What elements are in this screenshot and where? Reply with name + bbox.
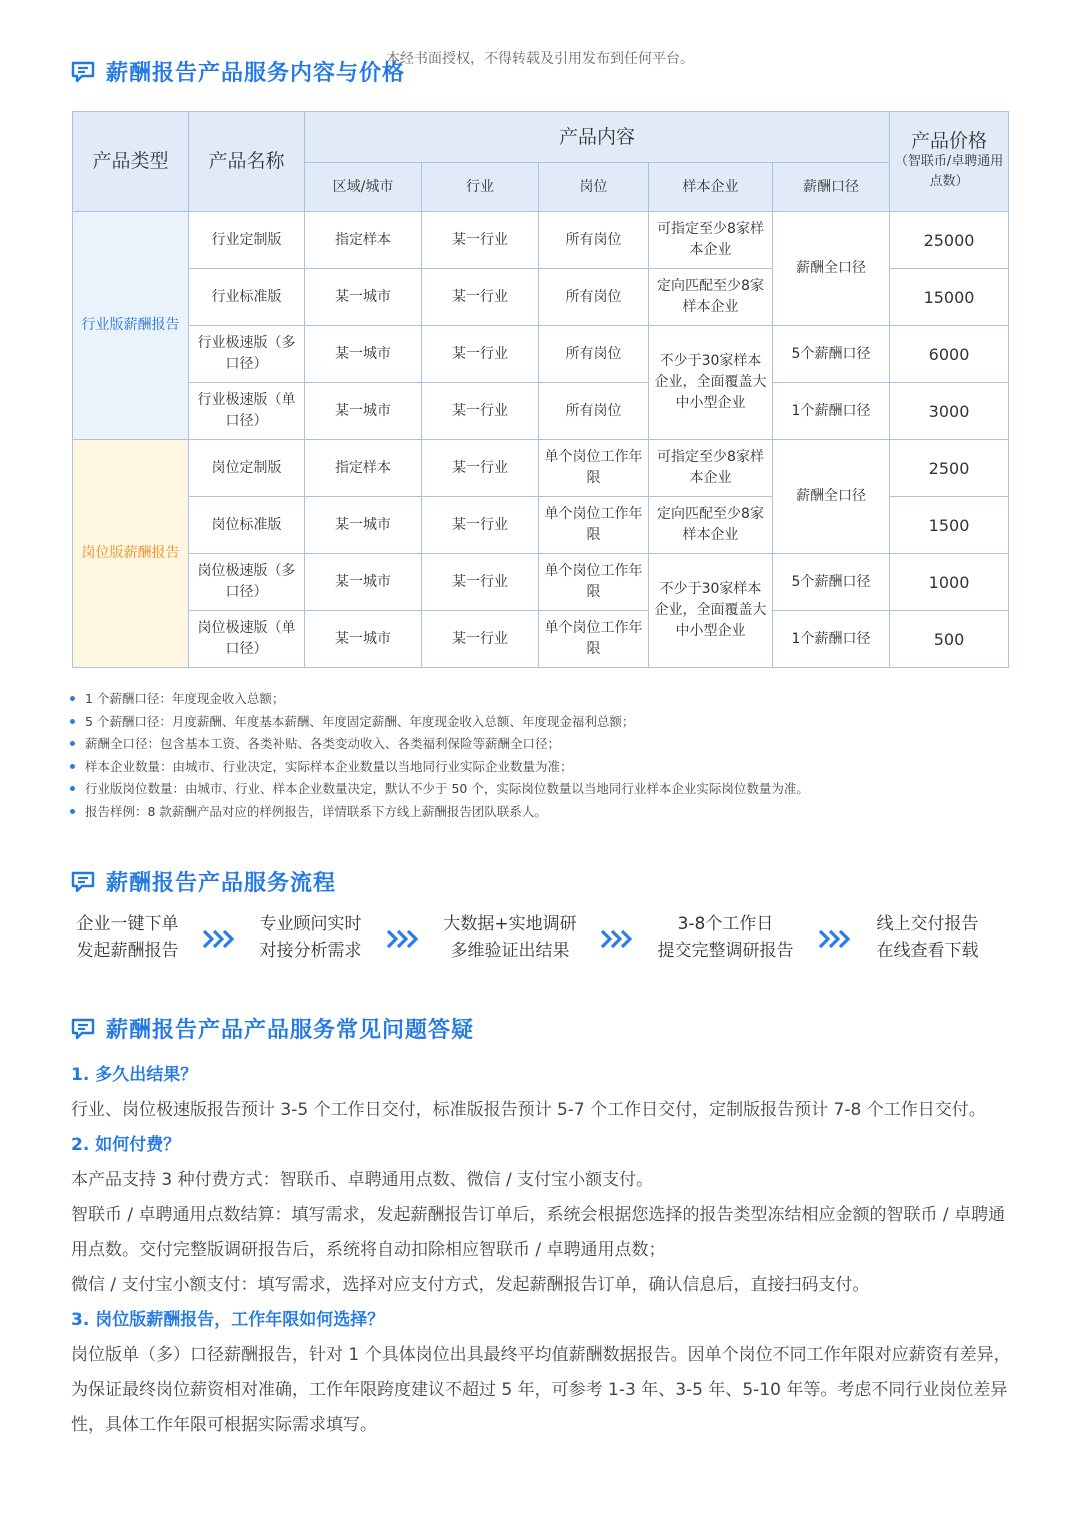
caliber-cell: 薪酬全口径 <box>773 440 890 554</box>
post-cell: 单个岗位工作年限 <box>539 554 649 611</box>
category-industry: 行业版薪酬报告 <box>73 212 189 440</box>
section-title-text: 薪酬报告产品服务流程 <box>106 871 337 896</box>
caliber-cell: 5个薪酬口径 <box>773 326 890 383</box>
section-title-text: 薪酬报告产品产品服务常见问题答疑 <box>106 1018 475 1043</box>
flow-step <box>60 911 195 965</box>
header-product-content: 产品内容 <box>305 112 890 163</box>
table-row <box>73 440 1009 497</box>
flow-step <box>430 911 590 965</box>
product-name: 岗位定制版 <box>189 440 305 497</box>
flow-step-line2: 发起薪酬报告 <box>76 941 179 961</box>
list-item <box>70 711 809 734</box>
price-cell: 1500 <box>890 497 1009 554</box>
region-cell: 某一城市 <box>305 554 422 611</box>
region-cell: 某一城市 <box>305 611 422 668</box>
price-cell: 3000 <box>890 383 1009 440</box>
list-item <box>70 801 809 824</box>
faq-question: 3. 岗位版薪酬报告，工作年限如何选择？ <box>71 1310 385 1330</box>
post-cell: 所有岗位 <box>539 326 649 383</box>
faq-answer: 本产品支持 3 种付费方式：智联币、卓聘通用点数、微信 / 支付宝小额支付。 <box>71 1170 654 1190</box>
price-cell: 15000 <box>890 269 1009 326</box>
bullet-dot-icon <box>70 809 75 814</box>
caliber-cell: 1个薪酬口径 <box>773 383 890 440</box>
table-row <box>73 554 1009 611</box>
note-text: 行业版岗位数量：由城市、行业、样本企业数量决定，默认不少于 50 个，实际岗位数量以当地同行业样本企业实际岗位数量为准。 <box>85 781 809 797</box>
bullet-dot-icon <box>70 741 75 746</box>
flow-step-line2: 多维验证出结果 <box>450 941 570 961</box>
price-cell: 6000 <box>890 326 1009 383</box>
post-cell: 单个岗位工作年限 <box>539 440 649 497</box>
industry-cell: 某一行业 <box>422 383 539 440</box>
header-price-note: （智联币/卓聘通用点数） <box>894 154 1004 189</box>
note-text: 1 个薪酬口径：年度现金收入总额； <box>85 691 285 706</box>
industry-cell: 某一行业 <box>422 611 539 668</box>
product-name: 行业极速版（单口径） <box>189 383 305 440</box>
flow-step-line1: 线上交付报告 <box>876 914 979 934</box>
industry-cell: 某一行业 <box>422 269 539 326</box>
header-product-price <box>890 112 1009 212</box>
industry-cell: 某一行业 <box>422 440 539 497</box>
post-cell: 所有岗位 <box>539 212 649 269</box>
bullet-dot-icon <box>70 786 75 791</box>
copyright-watermark: 本经书面授权，不得转载及引用发布到任何平台。 <box>386 51 694 67</box>
flow-step-line1: 大数据+实地调研 <box>443 914 577 934</box>
post-cell: 所有岗位 <box>539 383 649 440</box>
industry-cell: 某一行业 <box>422 554 539 611</box>
flow-step-line1: 3-8个工作日 <box>677 914 774 934</box>
process-flow <box>0 911 1080 967</box>
notes-list <box>70 688 809 824</box>
flow-step <box>860 911 995 965</box>
pricing-table <box>72 111 1009 668</box>
faq-question: 2. 如何付费？ <box>71 1135 181 1155</box>
price-cell: 2500 <box>890 440 1009 497</box>
faq-answer: 岗位版单（多）口径薪酬报告，针对 1 个具体岗位出具最终平均值薪酬数据报告。因单个岗位不同工作年限对应薪资有差异，为保证最终岗位薪资相对准确，工作年限跨度建议不超过 5 年，可参考 1-3 年、3-5 年、5-10 年等。考虑不同行业岗位差异性，具体工作年限可根据实际需求填写。 <box>71 1345 1011 1435</box>
product-name: 行业标准版 <box>189 269 305 326</box>
list-item <box>70 688 809 711</box>
bullet-dot-icon <box>70 696 75 701</box>
region-cell: 某一城市 <box>305 269 422 326</box>
process-section-title <box>70 866 336 897</box>
sample-cell: 定向匹配至少8家样本企业 <box>649 269 773 326</box>
sample-cell: 可指定至少8家样本企业 <box>649 440 773 497</box>
post-cell: 所有岗位 <box>539 269 649 326</box>
faq-answer: 智联币 / 卓聘通用点数结算：填写需求，发起薪酬报告订单后，系统会根据您选择的报告类型冻结相应金额的智联币 / 卓聘通用点数。交付完整版调研报告后，系统将自动扣除相应智联币 / 卓聘通用点数； <box>71 1205 1006 1260</box>
triple-chevron-right-icon <box>201 928 237 950</box>
flow-step <box>243 911 378 965</box>
chat-list-icon <box>70 1018 96 1040</box>
section-title-text: 薪酬报告产品服务内容与价格 <box>106 61 406 86</box>
note-text: 薪酬全口径：包含基本工资、各类补贴、各类变动收入、各类福利保险等薪酬全口径； <box>85 736 561 752</box>
post-cell: 单个岗位工作年限 <box>539 611 649 668</box>
region-cell: 某一城市 <box>305 326 422 383</box>
triple-chevron-right-icon <box>817 928 853 950</box>
pricing-section-title <box>70 56 405 87</box>
industry-cell: 某一行业 <box>422 497 539 554</box>
list-item <box>70 756 809 779</box>
region-cell: 某一城市 <box>305 383 422 440</box>
caliber-cell: 1个薪酬口径 <box>773 611 890 668</box>
header-product-type: 产品类型 <box>73 112 189 212</box>
flow-step <box>643 911 808 965</box>
header-product-name: 产品名称 <box>189 112 305 212</box>
table-row <box>73 326 1009 383</box>
price-cell: 25000 <box>890 212 1009 269</box>
sample-cell: 可指定至少8家样本企业 <box>649 212 773 269</box>
flow-step-line1: 专业顾问实时 <box>259 914 362 934</box>
faq-question: 1. 多久出结果？ <box>71 1065 198 1085</box>
table-row <box>73 383 1009 440</box>
product-name: 岗位极速版（单口径） <box>189 611 305 668</box>
region-cell: 某一城市 <box>305 497 422 554</box>
note-text: 报告样例：8 款薪酬产品对应的样例报告，详情联系下方线上薪酬报告团队联系人。 <box>85 803 547 819</box>
faq-answer: 微信 / 支付宝小额支付：填写需求，选择对应支付方式，发起薪酬报告订单，确认信息后，直接扫码支付。 <box>71 1275 870 1295</box>
product-name: 行业极速版（多口径） <box>189 326 305 383</box>
flow-step-line1: 企业一键下单 <box>76 914 179 934</box>
category-post: 岗位版薪酬报告 <box>73 440 189 668</box>
product-name: 岗位极速版（多口径） <box>189 554 305 611</box>
note-text: 样本企业数量：由城市、行业决定，实际样本企业数量以当地同行业实际企业数量为准； <box>85 758 573 774</box>
table-row <box>73 611 1009 668</box>
caliber-cell: 薪酬全口径 <box>773 212 890 326</box>
list-item <box>70 733 809 756</box>
header-sample: 样本企业 <box>649 163 773 212</box>
note-text: 5 个薪酬口径：月度薪酬、年度基本薪酬、年度固定薪酬、年度现金收入总额、年度现金福利总额； <box>85 713 635 729</box>
industry-cell: 某一行业 <box>422 326 539 383</box>
faq-list <box>71 1058 1016 1443</box>
region-cell: 指定样本 <box>305 212 422 269</box>
triple-chevron-right-icon <box>599 928 635 950</box>
sample-cell: 不少于30家样本企业，全面覆盖大中小型企业 <box>649 326 773 440</box>
bullet-dot-icon <box>70 719 75 724</box>
flow-step-line2: 在线查看下载 <box>876 941 979 961</box>
price-cell: 500 <box>890 611 1009 668</box>
header-region: 区域/城市 <box>305 163 422 212</box>
flow-step-line2: 对接分析需求 <box>259 941 362 961</box>
flow-step-line2: 提交完整调研报告 <box>657 941 794 961</box>
faq-answer: 行业、岗位极速版报告预计 3-5 个工作日交付，标准版报告预计 5-7 个工作日交付，定制版报告预计 7-8 个工作日交付。 <box>71 1100 986 1120</box>
chat-list-icon <box>70 61 96 83</box>
chat-list-icon <box>70 871 96 893</box>
faq-section-title <box>70 1013 474 1044</box>
table-row <box>73 212 1009 269</box>
triple-chevron-right-icon <box>385 928 421 950</box>
header-industry: 行业 <box>422 163 539 212</box>
header-price-label: 产品价格 <box>911 130 988 152</box>
price-cell: 1000 <box>890 554 1009 611</box>
header-post: 岗位 <box>539 163 649 212</box>
list-item <box>70 778 809 801</box>
sample-cell: 不少于30家样本企业，全面覆盖大中小型企业 <box>649 554 773 668</box>
header-caliber: 薪酬口径 <box>773 163 890 212</box>
industry-cell: 某一行业 <box>422 212 539 269</box>
post-cell: 单个岗位工作年限 <box>539 497 649 554</box>
region-cell: 指定样本 <box>305 440 422 497</box>
bullet-dot-icon <box>70 764 75 769</box>
product-name: 岗位标准版 <box>189 497 305 554</box>
product-name: 行业定制版 <box>189 212 305 269</box>
caliber-cell: 5个薪酬口径 <box>773 554 890 611</box>
sample-cell: 定向匹配至少8家样本企业 <box>649 497 773 554</box>
